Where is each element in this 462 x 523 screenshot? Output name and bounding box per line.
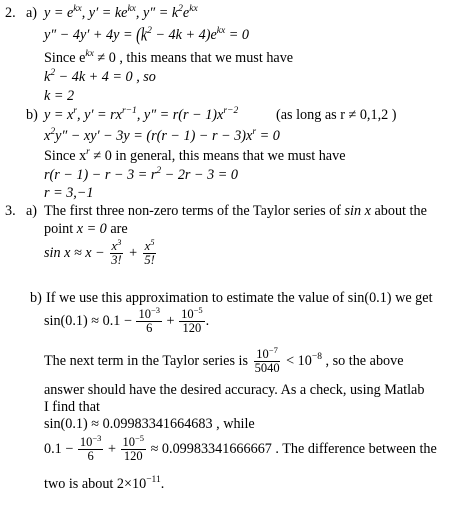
matlab-sin-value: sin(0.1) ≈ 0.09983341664683 , while <box>44 416 255 432</box>
ode-substitution-power: $x^2y'' - xy' - 3y = (r(r - 1) - r - 3)x^r = 0$ <box>44 127 280 144</box>
fraction-1e-3-over-6-b: $\frac{10^{-3}}{6}$ <box>79 433 102 464</box>
next-term-text: The next term in the Taylor series is $\frac{10^{-7}}{5040}$ < $10^{-8}$ , so the above <box>44 345 404 376</box>
taylor-intro-text: The first three non-zero terms of the Taylor series of sin x about the <box>44 203 427 219</box>
fraction-1e-5-over-120-b: $\frac{10^{-5}}{120}$ <box>122 433 145 464</box>
approximation-value-line: 0.1 − $\frac{10^{-3}}{6}$ + $\frac{10^{-5}}{120}$ ≈ 0.09983341666667 . The difference between the <box>44 433 437 464</box>
since-statement-2b: Since $x^r \ne 0$ in general, this means that we must have <box>44 147 346 164</box>
characteristic-equation-k: $k^2 - 4k + 4 = 0$ , so <box>44 68 156 85</box>
taylor-approx-sin: sin x ≈ x − $\frac{x^3}{3!}$ + $\frac{x^5}{5!}$ <box>44 237 155 268</box>
matlab-check-text: I find that <box>44 399 100 415</box>
part-2b-label: b) <box>26 107 38 123</box>
part-2a-label: a) <box>26 5 38 21</box>
ode-substitution-exp: $y'' - 4y' + 4y = (k^2 - 4k + 4)e^{kx} = 0$ <box>44 24 249 46</box>
fraction-x3-over-3fact: $\frac{x^3}{3!}$ <box>111 237 122 268</box>
difference-text: two is about $2\times 10^{-11}$. <box>44 475 165 492</box>
fraction-1e-5-over-120: $\frac{10^{-5}}{120}$ <box>181 305 203 336</box>
since-statement-2a: Since $e^{kx} \ne 0$ , this means that we must have <box>44 49 294 66</box>
taylor-point-text: point x = 0 are <box>44 221 128 237</box>
problem-2-number: 2. <box>5 5 16 21</box>
sin-estimate-expression: sin(0.1) ≈ 0.1 − $\frac{10^{-3}}{6}$ + $\frac{10^{-5}}{120}$ . <box>44 305 210 336</box>
fraction-1e-7-over-5040: $\frac{10^{-7}}{5040}$ <box>254 345 280 376</box>
estimate-intro-text: If we use this approximation to estimate the value of sin(0.1) we get <box>46 290 433 306</box>
part-3b-label: b) <box>30 290 42 306</box>
part-3a-label: a) <box>26 203 38 219</box>
solution-k: k = 2 <box>44 88 75 104</box>
domain-note: (as long as r ≠ 0,1,2 ) <box>276 107 397 123</box>
derivatives-power-line: $y = x^r$, $y' = rx^{r-1}$, $y'' = r(r - 1)x^{r-2}$ <box>44 106 239 123</box>
accuracy-text: answer should have the desired accuracy. As a check, using Matlab <box>44 382 425 398</box>
problem-3-number: 3. <box>5 203 16 219</box>
solution-r: r = 3,−1 <box>44 185 94 201</box>
fraction-1e-3-over-6: $\frac{10^{-3}}{6}$ <box>138 305 160 336</box>
fraction-x5-over-5fact: $\frac{x^5}{5!}$ <box>144 237 155 268</box>
derivatives-exp-line: $y = e^{kx}$, $y' = ke^{kx}$, $y'' = k^2e^{kx}$ <box>44 4 198 21</box>
characteristic-equation-r: $r(r - 1) - r - 3 = r^2 - 2r - 3 = 0$ <box>44 166 238 183</box>
